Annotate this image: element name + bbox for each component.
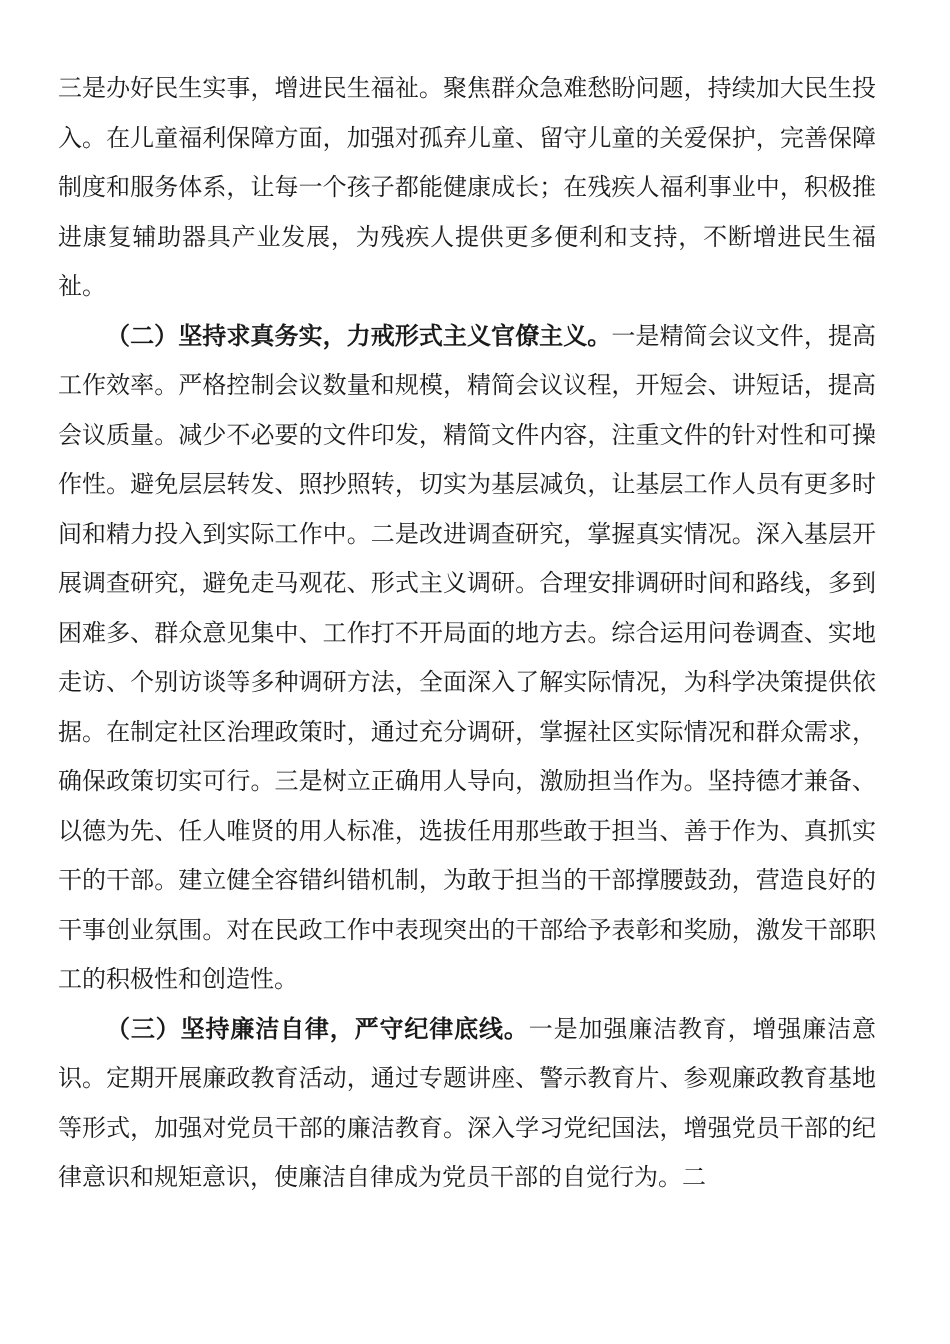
paragraph-3-text: 一是加强廉洁教育，增强廉洁意识。定期开展廉政教育活动，通过专题讲座、警示教育片、参观廉政教育基地等形式，加强对党员干部的廉洁教育。深入学习党纪国法，增强党员干部的纪律意识和规矩意识，使廉洁自律成为党员干部的自觉行为。二 <box>58 1014 877 1191</box>
paragraph-2-heading: （二）坚持求真务实，力戒形式主义官僚主义。 <box>106 321 612 350</box>
paragraph-1-text: 三是办好民生实事，增进民生福祉。聚焦群众急难愁盼问题，持续加大民生投入。在儿童福利保障方面，加强对孤弃儿童、留守儿童的关爱保护，完善保障制度和服务体系，让每一个孩子都能健康成长；在残疾人福利事业中，积极推进康复辅助器具产业发展，为残疾人提供更多便利和支持，不断增进民生福祉。 <box>58 74 876 300</box>
paragraph-2-text: 一是精简会议文件，提高工作效率。严格控制会议数量和规模，精简会议议程，开短会、讲短话，提高会议质量。减少不必要的文件印发，精简文件内容，注重文件的针对性和可操作性。避免层层转发、照抄照转，切实为基层减负，让基层工作人员有更多时间和精力投入到实际工作中。二是改进调查研究，掌握真实情况。深入基层开展调查研究，避免走马观花、形式主义调研。合理安排调研时间和路线，多到困难多、群众意见集中、工作打不开局面的地方去。综合运用问卷调查、实地走访、个别访谈等多种调研方法，全面深入了解实际情况，为科学决策提供依据。在制定社区治理政策时，通过充分调研，掌握社区实际情况和群众需求，确保政策切实可行。三是树立正确用人导向，激励担当作为。坚持德才兼备、以德为先、任人唯贤的用人标准，选拔任用那些敢于担当、善于作为、真抓实干的干部。建立健全容错纠错机制，为敢于担当的干部撑腰鼓劲，营造良好的干事创业氛围。对在民政工作中表现突出的干部给予表彰和奖励，激发干部职工的积极性和创造性。 <box>58 321 877 993</box>
document-page <box>58 64 876 1203</box>
paragraph-3 <box>58 1005 876 1203</box>
paragraph-2 <box>58 312 876 1005</box>
paragraph-1 <box>58 64 876 312</box>
paragraph-3-heading: （三）坚持廉洁自律，严守纪律底线。 <box>106 1014 529 1043</box>
